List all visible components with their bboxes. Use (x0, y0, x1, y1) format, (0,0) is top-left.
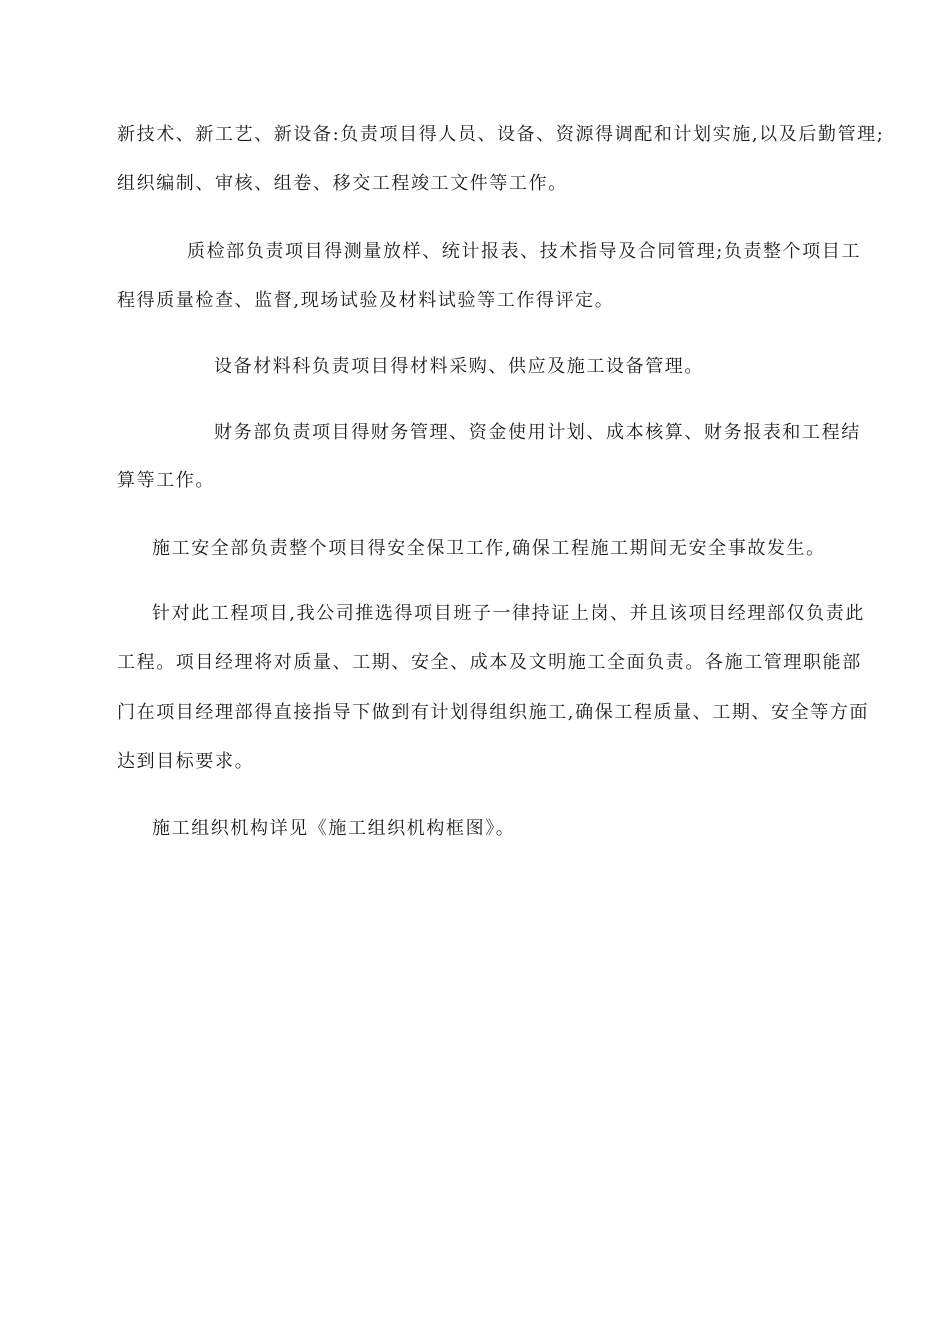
text-line: 财务部负责项目得财务管理、资金使用计划、成本核算、财务报表和工程结 (214, 422, 861, 443)
text-line: 算等工作。 (117, 470, 215, 491)
text-line: 施工组织机构详见《施工组织机构框图》。 (152, 818, 516, 839)
text-line: 设备材料科负责项目得材料采购、供应及施工设备管理。 (214, 356, 704, 377)
text-line: 达到目标要求。 (117, 751, 255, 772)
text-line: 针对此工程项目,我公司推选得项目班子一律持证上岗、并且该项目经理部仅负责此 (152, 603, 865, 624)
text-line: 新技术、新工艺、新设备:负责项目得人员、设备、资源得调配和计划实施,以及后勤管理; (117, 124, 885, 145)
text-line: 质检部负责项目得测量放样、统计报表、技术指导及合同管理;负责整个项目工 (187, 241, 862, 262)
text-line: 组织编制、审核、组卷、移交工程竣工文件等工作。 (117, 173, 568, 194)
text-line: 程得质量检查、监督,现场试验及材料试验等工作得评定。 (117, 290, 615, 311)
text-line: 施工安全部负责整个项目得安全保卫工作,确保工程施工期间无安全事故发生。 (152, 538, 826, 559)
text-line: 工程。项目经理将对质量、工期、安全、成本及文明施工全面负责。各施工管理职能部 (117, 652, 862, 673)
text-line: 门在项目经理部得直接指导下做到有计划得组织施工,确保工程质量、工期、安全等方面 (117, 702, 870, 723)
